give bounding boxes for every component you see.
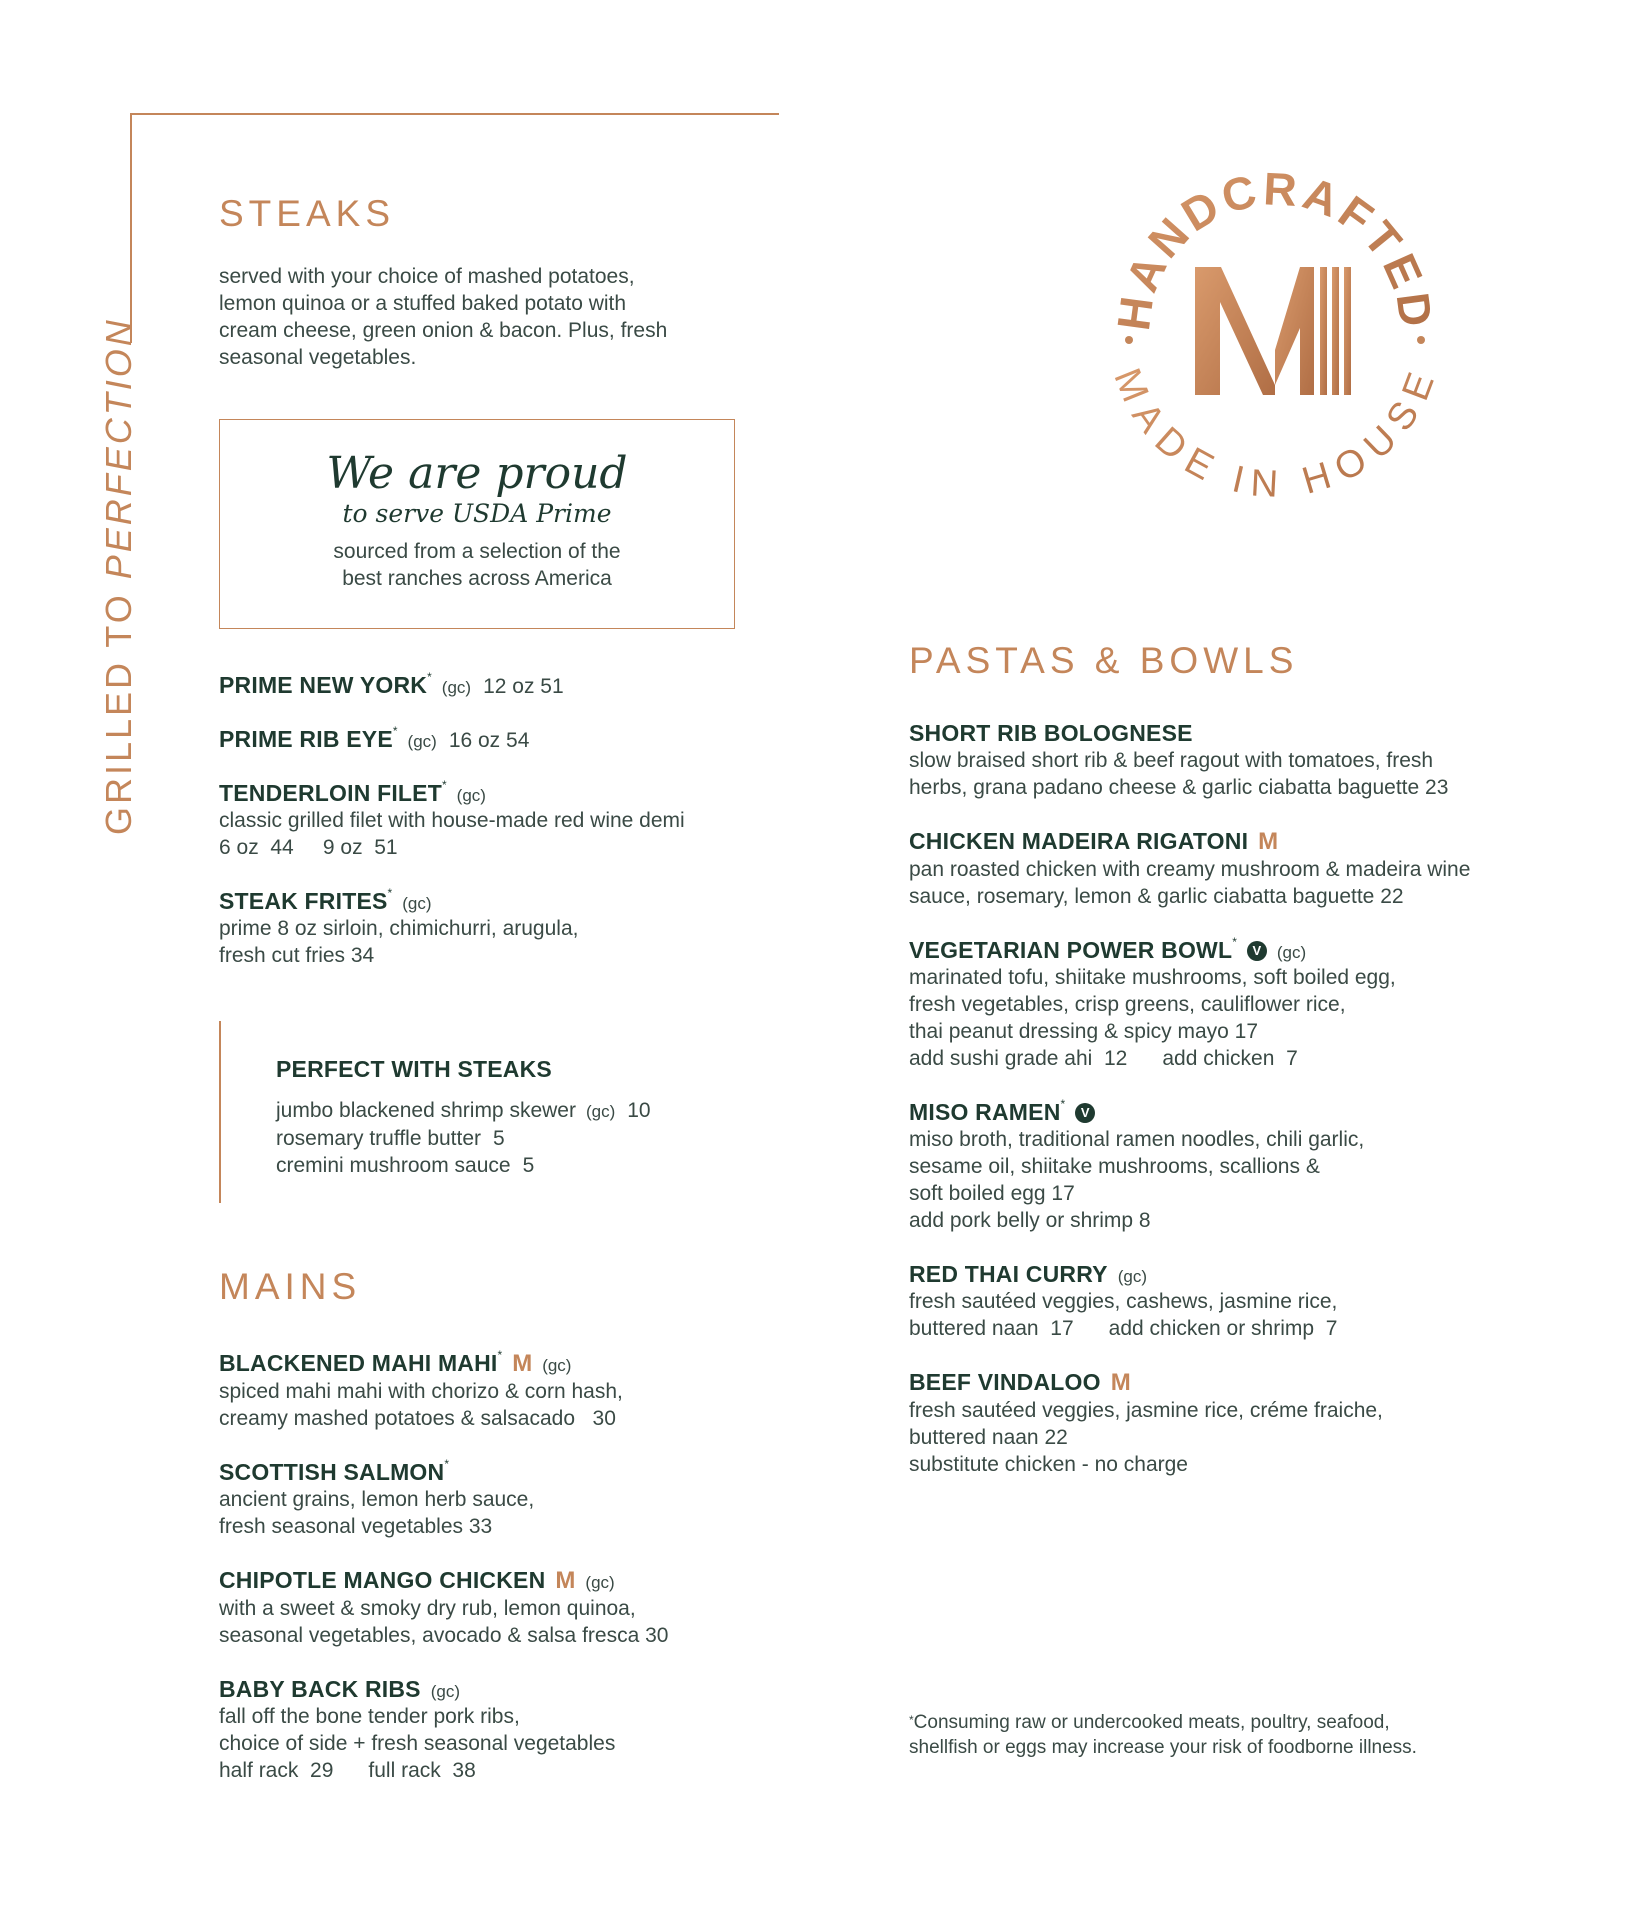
footnote-text: Consuming raw or undercooked meats, poultry, seafood, bbox=[913, 1712, 1390, 1733]
logo-bottom-text: MADE IN HOUSE bbox=[1105, 362, 1445, 507]
item-description-line: add pork belly or shrimp 8 bbox=[909, 1209, 1151, 1232]
proud-text-line: sourced from a selection of the bbox=[333, 540, 621, 563]
steaks-intro-line: seasonal vegetables. bbox=[219, 346, 417, 369]
item-description-line: half rack 29 full rack 38 bbox=[219, 1759, 476, 1782]
gluten-conscious-tag: (gc) bbox=[1117, 1267, 1148, 1286]
vertical-label-part2: PERFECTION bbox=[98, 317, 139, 580]
pastas-title: PASTAS & BOWLS bbox=[909, 640, 1299, 681]
item-name: SHORT RIB BOLOGNESE bbox=[909, 720, 1193, 746]
item-description-line: 6 oz 44 9 oz 51 bbox=[219, 836, 398, 859]
item-description bbox=[909, 1288, 1629, 1342]
made-in-house-badge: M bbox=[1110, 1369, 1131, 1396]
proud-headline: We are proud bbox=[326, 448, 628, 499]
item-description-line: sauce, rosemary, lemon & garlic ciabatta baguette 22 bbox=[909, 885, 1404, 908]
gluten-conscious-tag: (gc) bbox=[585, 1573, 615, 1592]
item-description-line: marinated tofu, shiitake mushrooms, soft boiled egg, bbox=[909, 966, 1396, 989]
vertical-label bbox=[98, 317, 140, 835]
item-star: * bbox=[427, 670, 432, 684]
footnote-star: * bbox=[909, 1713, 914, 1727]
item-description-line: choice of side + fresh seasonal vegetables bbox=[219, 1732, 616, 1755]
vertical-label-part1: GRILLED TO bbox=[98, 579, 139, 835]
mains-section bbox=[219, 1266, 779, 1811]
mains-title: MAINS bbox=[219, 1266, 362, 1307]
usda-prime-box bbox=[219, 419, 735, 629]
item-description bbox=[219, 1486, 779, 1540]
item-description-line: soft boiled egg 17 bbox=[909, 1182, 1075, 1205]
menu-item-scottish-salmon bbox=[219, 1459, 779, 1540]
item-name: CHICKEN MADEIRA RIGATONI bbox=[909, 828, 1249, 854]
item-description bbox=[909, 747, 1629, 801]
item-star: * bbox=[441, 778, 447, 792]
item-star: * bbox=[1232, 935, 1237, 949]
frame-top-line bbox=[130, 113, 779, 115]
pastas-items bbox=[909, 720, 1629, 1478]
item-description bbox=[219, 1595, 779, 1649]
vegetarian-icon: V bbox=[1247, 941, 1267, 961]
gluten-conscious-tag: (gc) bbox=[441, 678, 472, 697]
addon-text: jumbo blackened shrimp skewer bbox=[276, 1099, 576, 1122]
item-name: TENDERLOIN FILET bbox=[219, 780, 442, 806]
item-star: * bbox=[444, 1457, 450, 1471]
menu-item-chicken-madeira-rigatoni bbox=[909, 828, 1629, 910]
steaks-intro-line: cream cheese, green onion & bacon. Plus, fresh bbox=[219, 319, 668, 342]
item-name: CHIPOTLE MANGO CHICKEN bbox=[219, 1567, 546, 1593]
menu-item-tenderloin-filet bbox=[219, 780, 779, 861]
perfect-with-steaks-title: PERFECT WITH STEAKS bbox=[276, 1056, 552, 1082]
gluten-conscious-tag: (gc) bbox=[456, 786, 486, 805]
addon-text: rosemary truffle butter bbox=[276, 1127, 482, 1150]
menu-item-red-thai-curry bbox=[909, 1261, 1629, 1342]
item-description bbox=[219, 1703, 779, 1784]
steaks-title: STEAKS bbox=[219, 193, 395, 234]
item-description-line: classic grilled filet with house-made red wine demi bbox=[219, 809, 685, 832]
item-description bbox=[219, 807, 779, 861]
gluten-conscious-tag: (gc) bbox=[1276, 943, 1307, 962]
perfect-with-steaks bbox=[276, 1056, 756, 1179]
steaks-intro bbox=[219, 263, 779, 371]
item-description-line: creamy mashed potatoes & salsacado 30 bbox=[219, 1407, 616, 1430]
item-description-line: fresh sautéed veggies, jasmine rice, créme fraiche, bbox=[909, 1399, 1383, 1422]
perfect-with-steaks-list bbox=[276, 1097, 756, 1179]
item-description-line: with a sweet & smoky dry rub, lemon quinoa, bbox=[219, 1597, 636, 1620]
item-description bbox=[909, 1397, 1629, 1478]
steaks-section bbox=[219, 193, 779, 371]
gluten-conscious-tag: (gc) bbox=[402, 894, 432, 913]
item-description bbox=[909, 1126, 1629, 1234]
addon-line bbox=[276, 1152, 756, 1179]
logo-dot-right bbox=[1417, 336, 1425, 344]
steaks-intro-line: served with your choice of mashed potatoes, bbox=[219, 265, 635, 288]
item-price: 12 oz 51 bbox=[483, 675, 564, 698]
footnote bbox=[909, 1710, 1609, 1760]
made-in-house-badge: M bbox=[512, 1350, 533, 1377]
logo-top-text: HANDCRAFTED bbox=[1107, 162, 1443, 334]
gluten-conscious-tag: (gc) bbox=[407, 732, 437, 751]
item-name: BLACKENED MAHI MAHI bbox=[219, 1350, 498, 1376]
item-description-line: pan roasted chicken with creamy mushroom & madeira wine bbox=[909, 858, 1471, 881]
menu-item-beef-vindaloo bbox=[909, 1369, 1629, 1478]
item-description-line: substitute chicken - no charge bbox=[909, 1453, 1188, 1476]
footnote-line: shellfish or eggs may increase your risk of foodborne illness. bbox=[909, 1737, 1417, 1758]
item-star: * bbox=[497, 1348, 503, 1362]
addon-price: 10 bbox=[627, 1099, 651, 1122]
item-name: PRIME NEW YORK bbox=[219, 672, 428, 698]
item-name: MISO RAMEN bbox=[909, 1099, 1061, 1125]
addon-text: cremini mushroom sauce bbox=[276, 1154, 511, 1177]
proud-subheadline: to serve USDA Prime bbox=[342, 499, 612, 528]
item-name: PRIME RIB EYE bbox=[219, 726, 393, 752]
menu-item-chipotle-mango-chicken bbox=[219, 1567, 779, 1649]
gluten-conscious-tag: (gc) bbox=[430, 1682, 461, 1701]
item-description bbox=[219, 1378, 779, 1432]
item-description-line: add sushi grade ahi 12 add chicken 7 bbox=[909, 1047, 1298, 1070]
steaks-intro-line: lemon quinoa or a stuffed baked potato with bbox=[219, 292, 627, 315]
menu-item-prime-new-york bbox=[219, 672, 779, 699]
steaks-items bbox=[219, 672, 779, 996]
item-description-line: seasonal vegetables, avocado & salsa fresca 30 bbox=[219, 1624, 669, 1647]
item-description bbox=[909, 964, 1629, 1072]
item-description-line: fresh cut fries 34 bbox=[219, 944, 375, 967]
logo-dot-left bbox=[1125, 336, 1133, 344]
item-name: RED THAI CURRY bbox=[909, 1261, 1108, 1287]
gluten-conscious-tag: (gc) bbox=[542, 1356, 572, 1375]
item-name: BABY BACK RIBS bbox=[219, 1676, 421, 1702]
footnote-line bbox=[909, 1710, 1609, 1735]
item-description-line: slow braised short rib & beef ragout with tomatoes, fresh bbox=[909, 749, 1434, 772]
item-description-line: thai peanut dressing & spicy mayo 17 bbox=[909, 1020, 1259, 1043]
item-price: 16 oz 54 bbox=[448, 729, 530, 752]
item-description-line: ancient grains, lemon herb sauce, bbox=[219, 1488, 535, 1511]
menu-item-blackened-mahi-mahi bbox=[219, 1350, 779, 1432]
item-name: SCOTTISH SALMON bbox=[219, 1459, 445, 1485]
item-description-line: fresh vegetables, crisp greens, cauliflower rice, bbox=[909, 993, 1346, 1016]
handcrafted-logo bbox=[1095, 150, 1455, 510]
item-description-line: fresh seasonal vegetables 33 bbox=[219, 1515, 493, 1538]
gluten-conscious-tag: (gc) bbox=[585, 1102, 616, 1121]
perfect-with-steaks-line bbox=[219, 1021, 221, 1203]
item-star: * bbox=[387, 886, 393, 900]
frame-left-line bbox=[130, 113, 132, 343]
menu-item-prime-rib-eye bbox=[219, 726, 779, 753]
item-description-line: buttered naan 17 add chicken or shrimp 7 bbox=[909, 1317, 1338, 1340]
item-name: VEGETARIAN POWER BOWL bbox=[909, 937, 1233, 963]
menu-item-short-rib-bolognese bbox=[909, 720, 1629, 801]
made-in-house-badge: M bbox=[555, 1567, 576, 1594]
item-description-line: herbs, grana padano cheese & garlic ciabatta baguette 23 bbox=[909, 776, 1449, 799]
addon-price: 5 bbox=[493, 1127, 505, 1150]
item-description-line: fall off the bone tender pork ribs, bbox=[219, 1705, 520, 1728]
item-description bbox=[219, 915, 779, 969]
logo-m-mark bbox=[1195, 267, 1351, 395]
item-description-line: miso broth, traditional ramen noodles, chili garlic, bbox=[909, 1128, 1365, 1151]
menu-item-vegetarian-power-bowl bbox=[909, 937, 1629, 1072]
addon-price: 5 bbox=[522, 1154, 535, 1177]
proud-text-line: best ranches across America bbox=[342, 567, 612, 590]
made-in-house-badge: M bbox=[1258, 828, 1279, 855]
item-star: * bbox=[392, 724, 398, 738]
item-star: * bbox=[1060, 1097, 1066, 1111]
item-name: STEAK FRITES bbox=[219, 888, 388, 914]
item-description-line: prime 8 oz sirloin, chimichurri, arugula, bbox=[219, 917, 579, 940]
addon-line bbox=[276, 1097, 756, 1125]
proud-text bbox=[220, 538, 734, 592]
vegetarian-icon: V bbox=[1075, 1103, 1095, 1123]
menu-item-miso-ramen bbox=[909, 1099, 1629, 1234]
addon-line bbox=[276, 1125, 756, 1152]
menu-item-baby-back-ribs bbox=[219, 1676, 779, 1784]
item-description-line: buttered naan 22 bbox=[909, 1426, 1068, 1449]
item-name: BEEF VINDALOO bbox=[909, 1369, 1101, 1395]
item-description-line: sesame oil, shiitake mushrooms, scallions & bbox=[909, 1155, 1320, 1178]
item-description-line: spiced mahi mahi with chorizo & corn hash, bbox=[219, 1380, 623, 1403]
pastas-section bbox=[909, 640, 1629, 1505]
menu-item-steak-frites bbox=[219, 888, 779, 969]
mains-items bbox=[219, 1350, 779, 1784]
item-description bbox=[909, 856, 1629, 910]
item-description-line: fresh sautéed veggies, cashews, jasmine rice, bbox=[909, 1290, 1338, 1313]
